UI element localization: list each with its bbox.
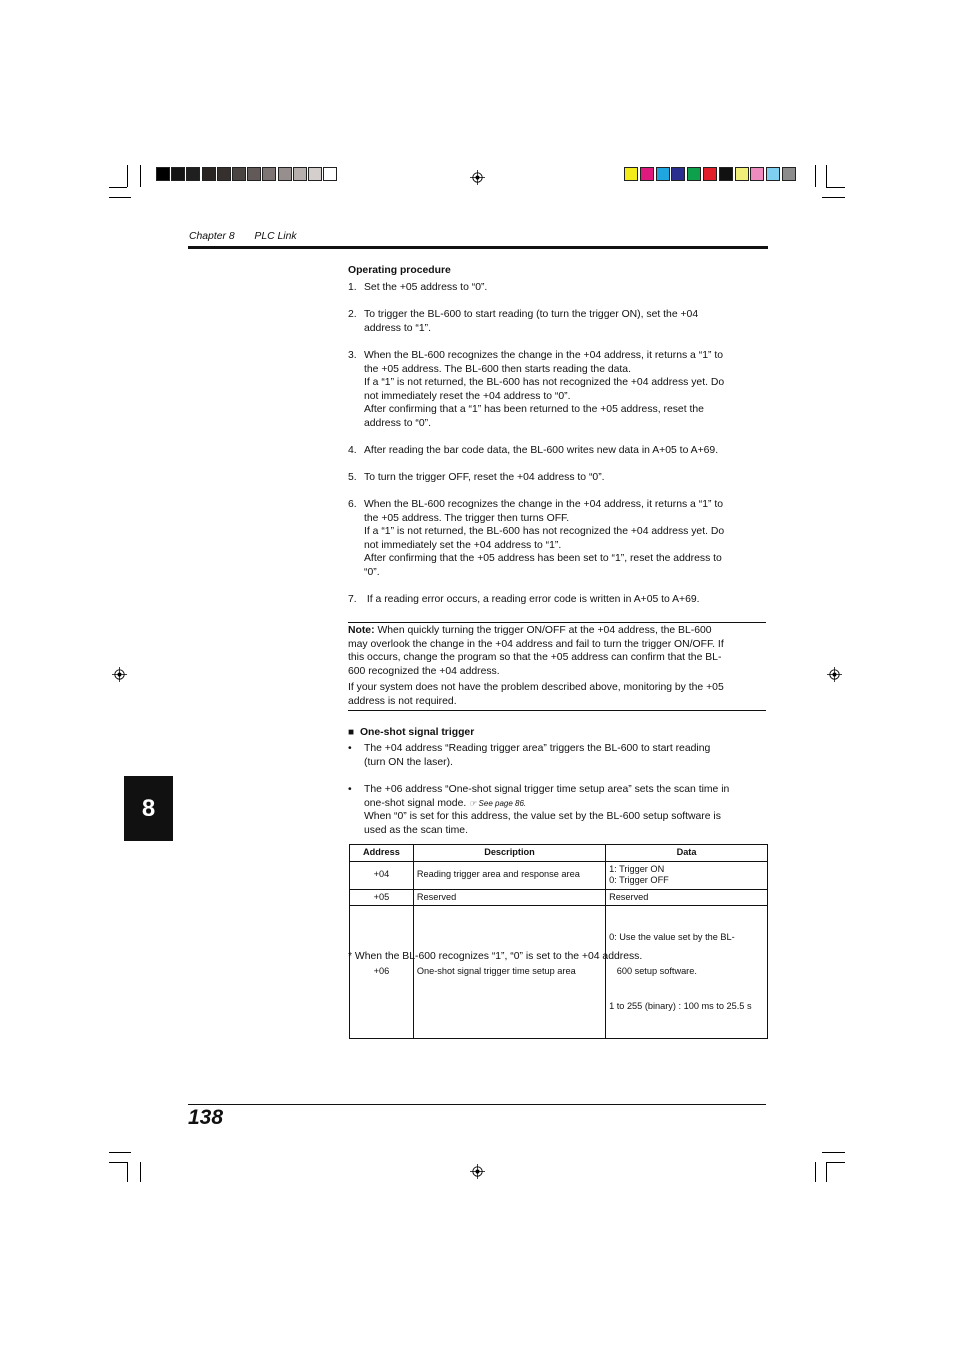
step-number: 5.: [348, 472, 357, 483]
procedure-step: [348, 498, 768, 580]
data-cell: [606, 889, 768, 906]
gray-swatch: [323, 167, 337, 181]
step-line: “0”.: [364, 566, 380, 578]
description-cell: Reserved: [413, 889, 605, 906]
procedure-step: [348, 444, 768, 458]
gray-swatch: [308, 167, 322, 181]
color-swatch: [624, 167, 638, 181]
gray-swatch: [247, 167, 261, 181]
bullet-line: used as the scan time.: [364, 824, 468, 836]
address-cell: +06: [350, 906, 414, 1039]
step-line: not immediately set the +04 address to “1”.: [364, 539, 562, 551]
gray-swatch: [171, 167, 185, 181]
step-line: address to “1”.: [364, 322, 431, 334]
bullet-item: [348, 742, 768, 769]
step-number: 6.: [348, 499, 357, 510]
gray-swatch: [278, 167, 292, 181]
description-cell: One-shot signal trigger time setup area: [413, 906, 605, 1039]
step-number: 1.: [348, 282, 357, 293]
square-bullet-icon: ■: [348, 727, 355, 738]
header-chapter: Chapter 8: [189, 231, 235, 242]
running-header: [189, 231, 297, 242]
address-cell: +04: [350, 861, 414, 889]
one-shot-heading: [348, 726, 474, 740]
procedure-step: [348, 349, 768, 431]
description-cell: Reading trigger area and response area: [413, 861, 605, 889]
note-line: address is not required.: [348, 695, 457, 707]
procedure-step: [348, 308, 768, 335]
table-footnote: * When the BL-600 recognizes “1”, “0” is set to the +04 address.: [348, 951, 643, 962]
note-text: When quickly turning the trigger ON/OFF at the +04 address, the BL-600: [377, 625, 712, 636]
note-rule-top: [348, 622, 766, 623]
data-cell: [606, 861, 768, 889]
data-cell: [606, 906, 768, 1039]
data-line: 1: Trigger ON: [609, 863, 665, 874]
page-number: 138: [188, 1106, 224, 1129]
step-line: not immediately reset the +04 address to “0”.: [364, 390, 571, 402]
step-line: the +05 address. The trigger then turns OFF.: [364, 512, 570, 524]
bullet-line: When “0” is set for this address, the value set by the BL-600 setup software is: [364, 811, 721, 823]
gray-swatch: [293, 167, 307, 181]
color-swatch: [687, 167, 701, 181]
one-shot-heading-text: One-shot signal trigger: [359, 727, 475, 738]
procedure-step: [348, 471, 768, 485]
bullet-line: (turn ON the laser).: [364, 756, 453, 768]
see-page-reference[interactable]: ☞ See page 86.: [469, 798, 527, 808]
step-line: When the BL-600 recognizes the change in the +04 address, it returns a “1” to: [364, 350, 723, 361]
table-row: [350, 889, 768, 906]
step-line: If a reading error occurs, a reading error code is written in A+05 to A+69.: [364, 594, 700, 605]
bullet-line: The +06 address “One-shot signal trigger time setup area” sets the scan time in: [364, 784, 730, 795]
data-line: 0: Trigger OFF: [609, 875, 669, 886]
procedure-step: [348, 593, 768, 607]
color-swatch: [656, 167, 670, 181]
note-line: may overlook the change in the +04 address and fail to turn the trigger ON/OFF. If: [348, 638, 724, 650]
address-cell: +05: [350, 889, 414, 906]
color-swatch: [750, 167, 764, 181]
gray-swatch: [262, 167, 276, 181]
column-header: Data: [606, 845, 768, 862]
step-number: 4.: [348, 445, 357, 456]
footer-rule: [188, 1104, 766, 1105]
step-line: After confirming that the +05 address has been set to “1”, reset the address to: [364, 553, 722, 565]
color-swatch: [766, 167, 780, 181]
data-line: 0: Use the value set by the BL-: [609, 931, 735, 942]
header-section: PLC Link: [254, 231, 297, 242]
table-header-row: [350, 845, 768, 862]
step-number: 3.: [348, 350, 357, 361]
operating-procedure-heading: Operating procedure: [348, 265, 451, 276]
registration-mark-icon: [470, 170, 485, 185]
address-table: [349, 844, 768, 1039]
procedure-step: [348, 281, 768, 295]
step-number: 7.: [348, 594, 357, 605]
note-box: [348, 624, 768, 709]
color-swatch: [703, 167, 717, 181]
chapter-tab-number: 8: [141, 794, 156, 822]
step-line: After reading the bar code data, the BL-600 writes new data in A+05 to A+69.: [364, 445, 719, 456]
color-swatch: [671, 167, 685, 181]
bullet-item: [348, 783, 768, 837]
column-header: Address: [350, 845, 414, 862]
color-swatch: [719, 167, 733, 181]
note-label: Note:: [348, 625, 375, 636]
color-swatch: [782, 167, 796, 181]
step-line: To trigger the BL-600 to start reading (to turn the trigger ON), set the +04: [364, 309, 699, 320]
header-rule: [188, 246, 768, 249]
note-line: If your system does not have the problem described above, monitoring by the +05: [348, 682, 724, 694]
table-row: [350, 906, 768, 1039]
data-line: 600 setup software.: [609, 966, 697, 977]
step-line: To turn the trigger OFF, reset the +04 address to “0”.: [364, 472, 605, 483]
gray-swatch: [217, 167, 231, 181]
data-line: 1 to 255 (binary) : 100 ms to 25.5 s: [609, 1001, 752, 1012]
gray-swatch: [202, 167, 216, 181]
bullet-line: The +04 address “Reading trigger area” triggers the BL-600 to start reading: [364, 743, 711, 754]
registration-mark-icon: [827, 667, 842, 682]
step-line: Set the +05 address to “0”.: [364, 282, 488, 293]
note-line: this occurs, change the program so that the +05 address can confirm that the BL-: [348, 652, 722, 664]
registration-mark-icon: [112, 667, 127, 682]
gray-swatch: [156, 167, 170, 181]
chapter-tab: [124, 776, 173, 841]
bullet-line: one-shot signal mode.: [364, 797, 467, 809]
step-number: 2.: [348, 309, 357, 320]
note-rule-bottom: [348, 710, 766, 711]
step-line: If a “1” is not returned, the BL-600 has not recognized the +04 address yet. Do: [364, 377, 725, 389]
note-line: 600 recognized the +04 address.: [348, 665, 500, 677]
color-swatch: [640, 167, 654, 181]
step-line: If a “1” is not returned, the BL-600 has not recognized the +04 address yet. Do: [364, 526, 725, 538]
column-header: Description: [413, 845, 605, 862]
bullet-dot-icon: •: [348, 784, 352, 795]
gray-swatch: [232, 167, 246, 181]
step-line: the +05 address. The BL-600 then starts reading the data.: [364, 363, 631, 375]
color-swatch: [735, 167, 749, 181]
gray-swatch: [186, 167, 200, 181]
table-row: [350, 861, 768, 889]
registration-mark-icon: [470, 1164, 485, 1179]
step-line: After confirming that a “1” has been returned to the +05 address, reset the: [364, 404, 704, 416]
step-line: When the BL-600 recognizes the change in the +04 address, it returns a “1” to: [364, 499, 723, 510]
bullet-dot-icon: •: [348, 743, 352, 754]
step-line: address to “0”.: [364, 417, 431, 429]
data-line: Reserved: [609, 891, 649, 902]
